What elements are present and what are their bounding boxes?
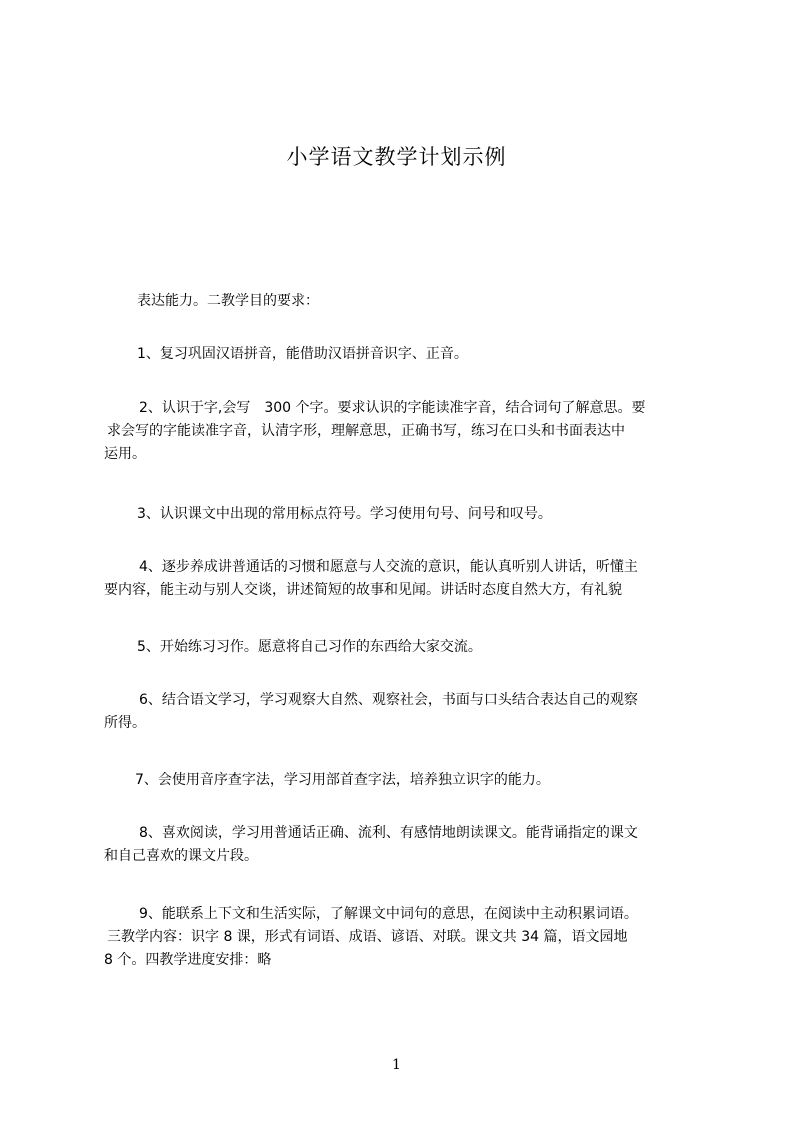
paragraph-item-2 [104,397,712,466]
paragraph-item-3 [104,503,712,526]
paragraph-item-8 [104,822,712,868]
paragraph-line: 8 个。四教学进度安排：略 [104,952,272,968]
paragraph-line: 4、逐步养成讲普通话的习惯和愿意与人交流的意识，能认真听别人讲话，听懂主 [139,559,638,575]
paragraph-line: 7、会使用音序查字法，学习用部首查字法，培养独立识字的能力。 [135,772,550,788]
paragraph-line: 三教学内容：识字 8 课，形式有词语、成语、谚语、对联。课文共 34 篇，语文园地 [107,929,628,945]
paragraph-line: 2、认识于字,会写 300 个字。要求认识的字能读准字音，结合词句了解意思。要 [139,400,646,416]
paragraph-line: 3、认识课文中出现的常用标点符号。学习使用句号、问号和叹号。 [137,506,552,522]
paragraph-line: 运用。 [104,446,146,462]
paragraph-line: 8、喜欢阅读，学习用普通话正确、流利、有感情地朗读课文。能背诵指定的课文 [139,825,638,841]
paragraph-line: 要内容，能主动与别人交谈，讲述简短的故事和见闻。讲话时态度自然大方，有礼貌 [104,582,622,598]
paragraph-line: 1、复习巩固汉语拼音，能借助汉语拼音识字、正音。 [137,346,468,362]
paragraph-line: 5、开始练习习作。愿意将自己习作的东西给大家交流。 [137,639,482,655]
paragraph-item-5 [104,636,712,659]
page-number: 1 [392,1057,401,1073]
document-title: 小学语文教学计划示例 [286,145,507,169]
paragraph-item-9 [104,903,712,972]
paragraph-line: 求会写的字能读准字音，认清字形，理解意思，正确书写，练习在口头和书面表达中 [107,423,625,439]
paragraph-line: 表达能力。二教学目的要求： [137,293,319,309]
paragraph-line: 所得。 [104,715,146,731]
paragraph-item-6 [104,689,712,735]
paragraph-item-4 [104,556,712,602]
paragraph-line: 和自己喜欢的课文片段。 [104,848,258,864]
paragraph-intro [104,290,712,313]
paragraph-line: 6、结合语文学习，学习观察大自然、观察社会，书面与口头结合表达自己的观察 [139,692,638,708]
paragraph-item-7 [104,769,712,792]
paragraph-item-1 [104,343,712,366]
paragraph-line: 9、能联系上下文和生活实际，了解课文中词句的意思，在阅读中主动积累词语。 [139,906,638,922]
